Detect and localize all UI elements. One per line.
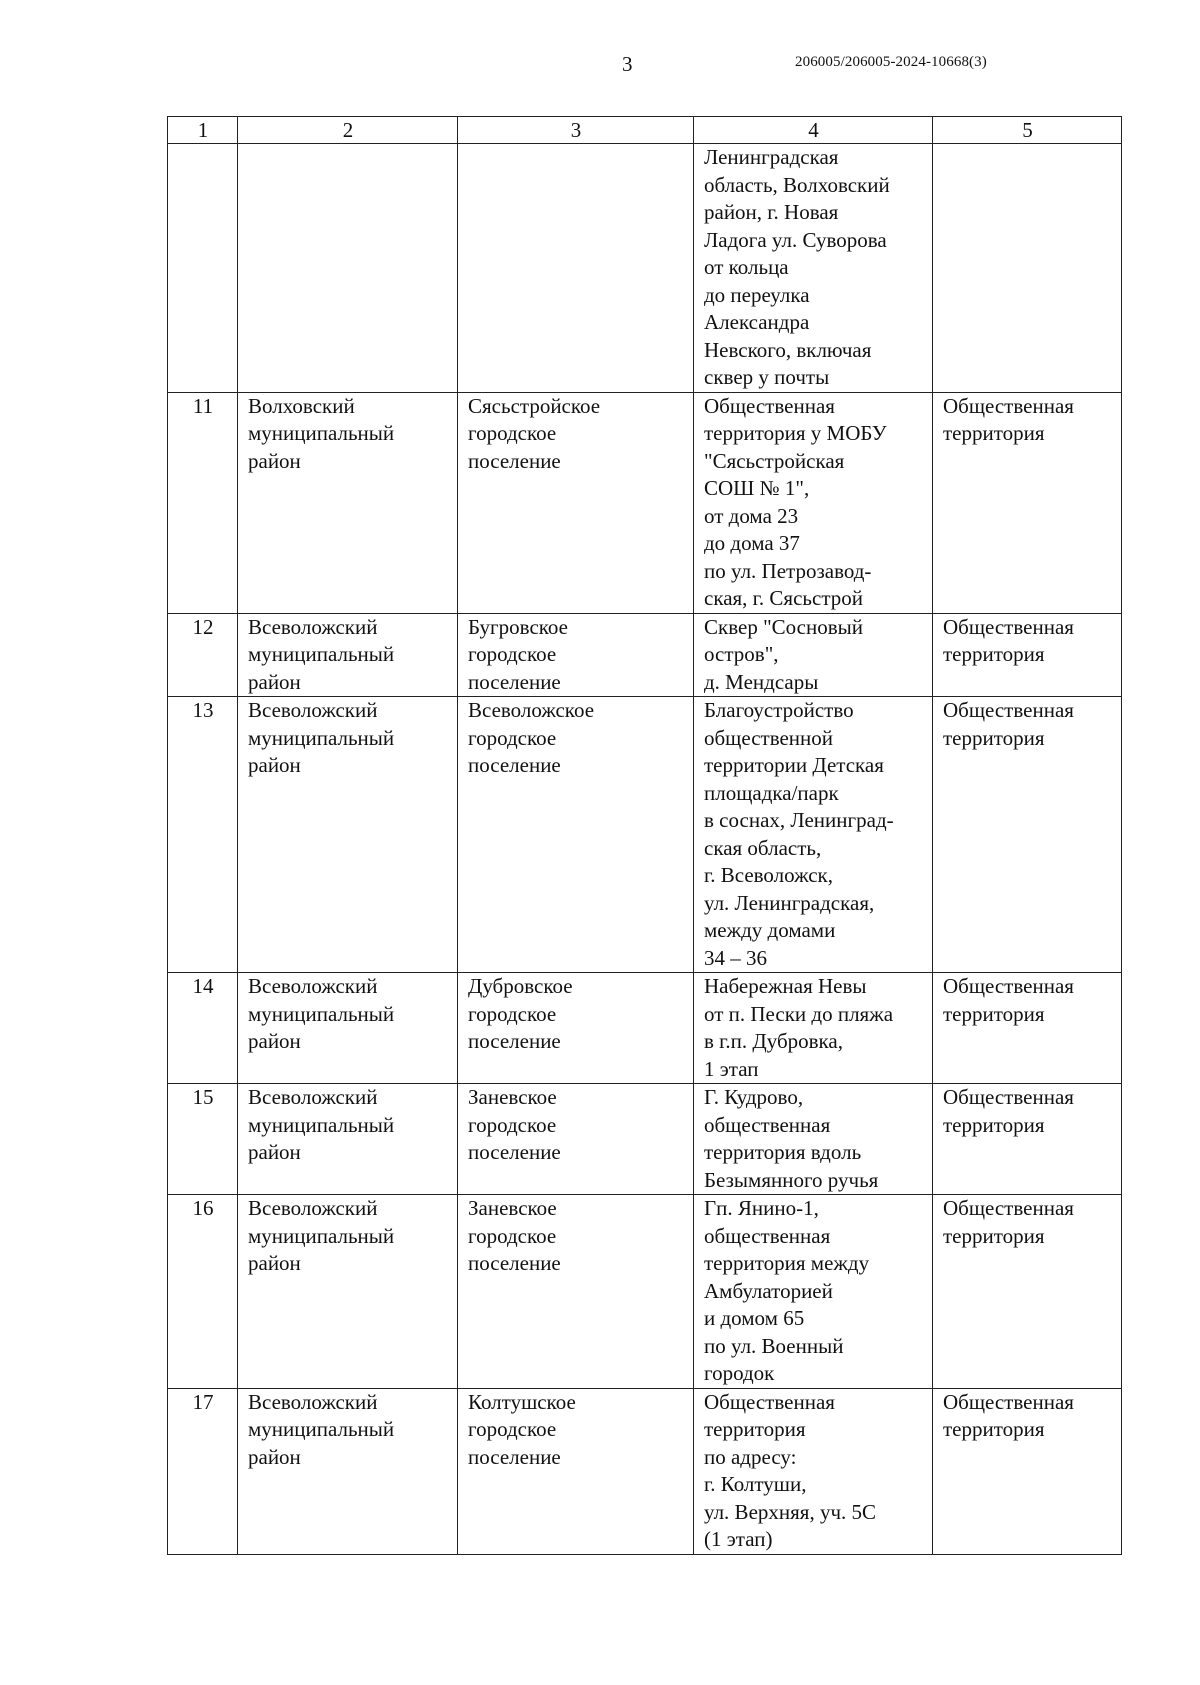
type-line: Общественная [943, 614, 1074, 639]
settlement-line: городское [468, 1417, 557, 1441]
settlement-line: Колтушское [468, 1389, 576, 1414]
document-id: 206005/206005-2024-10668(3) [795, 54, 987, 70]
type-line: Общественная [943, 698, 1074, 722]
header-row [168, 117, 1122, 144]
object-line: Г. Кудрово, [704, 1085, 804, 1109]
row-number-cell: 16 [168, 1195, 238, 1389]
object-line: городок [704, 1361, 775, 1385]
type-line: территория [943, 1001, 1045, 1026]
table-row [168, 1084, 1122, 1195]
settlement-line: городское [468, 1001, 557, 1026]
object-line: ул. Верхняя, уч. 5С [704, 1499, 877, 1524]
settlement-line: поселение [468, 753, 561, 777]
object-line: Ладога ул. Суворова [704, 227, 887, 252]
object-line: ская, г. Сясьстрой [704, 586, 863, 610]
object-line: и домом 65 [704, 1306, 805, 1330]
district-cell [238, 392, 458, 613]
district-line: Всеволожский [248, 614, 378, 639]
table-row [168, 144, 1122, 393]
type-line: Общественная [943, 1389, 1074, 1414]
type-cell [933, 613, 1122, 697]
object-line: Сквер "Сосновый [704, 614, 863, 639]
column-header: 3 [458, 117, 694, 144]
table-row [168, 613, 1122, 697]
type-cell [933, 144, 1122, 393]
object-cell [694, 697, 933, 973]
object-line: Невского, включая [704, 337, 872, 362]
settlement-cell [458, 1195, 694, 1389]
table-body [168, 144, 1122, 1555]
object-line: Гп. Янино-1, [704, 1196, 819, 1220]
settlement-cell [458, 1084, 694, 1195]
object-line: Александра [704, 310, 810, 334]
settlement-line: городское [468, 642, 557, 666]
table-header [168, 117, 1122, 144]
row-number-cell: 11 [168, 392, 238, 613]
column-header: 2 [238, 117, 458, 144]
type-line: Общественная [943, 974, 1074, 998]
type-cell [933, 1388, 1122, 1554]
object-line: общественная [704, 1223, 831, 1248]
district-line: район [248, 1140, 301, 1164]
district-line: Волховский [248, 393, 355, 418]
object-line: общественная [704, 1112, 831, 1137]
district-line: Всеволожский [248, 974, 378, 998]
column-header: 5 [933, 117, 1122, 144]
district-line: район [248, 448, 301, 473]
settlement-cell [458, 697, 694, 973]
row-number-cell: 12 [168, 613, 238, 697]
district-line: район [248, 1029, 301, 1053]
district-line: муниципальный [248, 642, 395, 666]
column-header: 4 [694, 117, 933, 144]
type-cell [933, 1195, 1122, 1389]
district-line: Всеволожский [248, 1085, 378, 1109]
settlement-line: поселение [468, 1029, 561, 1053]
settlement-line: поселение [468, 1140, 561, 1164]
table-row [168, 697, 1122, 973]
object-line: 1 этап [704, 1056, 759, 1081]
object-line: Общественная [704, 393, 835, 418]
object-line: в г.п. Дубровка, [704, 1029, 844, 1053]
type-cell [933, 973, 1122, 1084]
type-line: Общественная [943, 1085, 1074, 1109]
settlement-line: городское [468, 725, 557, 750]
type-line: территория [943, 1112, 1045, 1137]
district-cell [238, 613, 458, 697]
settlement-cell [458, 144, 694, 393]
object-line: общественной [704, 725, 834, 750]
object-line: по адресу: [704, 1444, 797, 1469]
district-cell [238, 144, 458, 393]
object-line: между домами [704, 918, 836, 942]
object-line: в соснах, Ленинград- [704, 808, 894, 832]
column-header: 1 [168, 117, 238, 144]
settlement-line: Бугровское [468, 614, 568, 639]
object-line: Благоустройство [704, 698, 854, 722]
type-line: Общественная [943, 393, 1074, 418]
settlement-line: поселение [468, 1251, 561, 1275]
district-cell [238, 1084, 458, 1195]
objects-table [167, 116, 1122, 1555]
district-cell [238, 1195, 458, 1389]
type-line: территория [943, 421, 1045, 445]
district-cell [238, 697, 458, 973]
object-cell [694, 392, 933, 613]
object-line: от п. Пески до пляжа [704, 1001, 894, 1026]
settlement-line: Заневское [468, 1196, 557, 1220]
district-line: Всеволожский [248, 698, 378, 722]
object-line: (1 этап) [704, 1527, 773, 1551]
settlement-cell [458, 973, 694, 1084]
object-line: ская область, [704, 835, 822, 860]
settlement-line: поселение [468, 1444, 561, 1469]
district-line: муниципальный [248, 725, 395, 750]
settlement-cell [458, 392, 694, 613]
object-line: г. Колтуши, [704, 1472, 807, 1496]
object-line: Безымянного ручья [704, 1167, 879, 1192]
district-cell [238, 1388, 458, 1554]
object-line: область, Волховский [704, 172, 890, 197]
district-line: муниципальный [248, 421, 395, 445]
row-number-cell: 17 [168, 1388, 238, 1554]
table-row [168, 1195, 1122, 1389]
row-number-cell: 13 [168, 697, 238, 973]
district-line: муниципальный [248, 1112, 395, 1137]
object-line: по ул. Петрозавод- [704, 558, 872, 583]
row-number-cell: 15 [168, 1084, 238, 1195]
settlement-line: Дубровское [468, 974, 573, 998]
settlement-line: городское [468, 1112, 557, 1137]
object-line: 34 – 36 [704, 945, 767, 970]
table-row [168, 973, 1122, 1084]
object-line: до переулка [704, 282, 810, 307]
object-line: Общественная [704, 1389, 835, 1414]
object-line: Набережная Невы [704, 974, 867, 998]
object-line: территория между [704, 1251, 870, 1275]
object-line: район, г. Новая [704, 200, 839, 224]
settlement-cell [458, 613, 694, 697]
type-line: Общественная [943, 1196, 1074, 1220]
row-number-cell [168, 144, 238, 393]
object-line: сквер у почты [704, 365, 830, 389]
object-line: Амбулаторией [704, 1278, 833, 1303]
district-line: муниципальный [248, 1417, 395, 1441]
object-line: остров", [704, 642, 779, 666]
settlement-line: поселение [468, 669, 561, 694]
district-line: Всеволожский [248, 1389, 378, 1414]
settlement-cell [458, 1388, 694, 1554]
type-cell [933, 697, 1122, 973]
settlement-line: поселение [468, 448, 561, 473]
object-line: от кольца [704, 255, 789, 279]
object-line: "Сясьстройская [704, 448, 845, 473]
row-number-cell: 14 [168, 973, 238, 1084]
object-line: площадка/парк [704, 780, 839, 805]
district-line: район [248, 669, 301, 694]
district-line: муниципальный [248, 1001, 395, 1026]
object-cell [694, 973, 933, 1084]
district-cell [238, 973, 458, 1084]
district-line: район [248, 753, 301, 777]
object-line: СОШ № 1", [704, 476, 810, 500]
object-cell [694, 1084, 933, 1195]
object-line: территория у МОБУ [704, 421, 887, 445]
object-cell [694, 613, 933, 697]
type-line: территория [943, 725, 1045, 750]
object-cell [694, 1195, 933, 1389]
object-line: до дома 37 [704, 531, 800, 555]
table-row [168, 1388, 1122, 1554]
object-line: территория вдоль [704, 1140, 862, 1164]
settlement-line: городское [468, 1223, 557, 1248]
district-line: район [248, 1251, 301, 1275]
settlement-line: Сясьстройское [468, 393, 601, 418]
type-cell [933, 1084, 1122, 1195]
type-cell [933, 392, 1122, 613]
object-cell [694, 1388, 933, 1554]
object-line: ул. Ленинградская, [704, 890, 875, 915]
object-line: Ленинградская [704, 145, 839, 169]
object-cell [694, 144, 933, 393]
object-line: от дома 23 [704, 503, 799, 528]
page-number: 3 [622, 52, 633, 76]
table-row [168, 392, 1122, 613]
type-line: территория [943, 1417, 1045, 1441]
object-line: по ул. Военный [704, 1333, 844, 1358]
settlement-line: Заневское [468, 1085, 557, 1109]
settlement-line: городское [468, 421, 557, 445]
district-line: район [248, 1444, 301, 1469]
object-line: территории Детская [704, 753, 884, 777]
district-line: муниципальный [248, 1223, 395, 1248]
object-line: г. Всеволожск, [704, 863, 834, 887]
settlement-line: Всеволожское [468, 698, 595, 722]
object-line: территория [704, 1417, 806, 1441]
district-line: Всеволожский [248, 1196, 378, 1220]
type-line: территория [943, 642, 1045, 666]
object-line: д. Мендсары [704, 669, 819, 694]
type-line: территория [943, 1223, 1045, 1248]
